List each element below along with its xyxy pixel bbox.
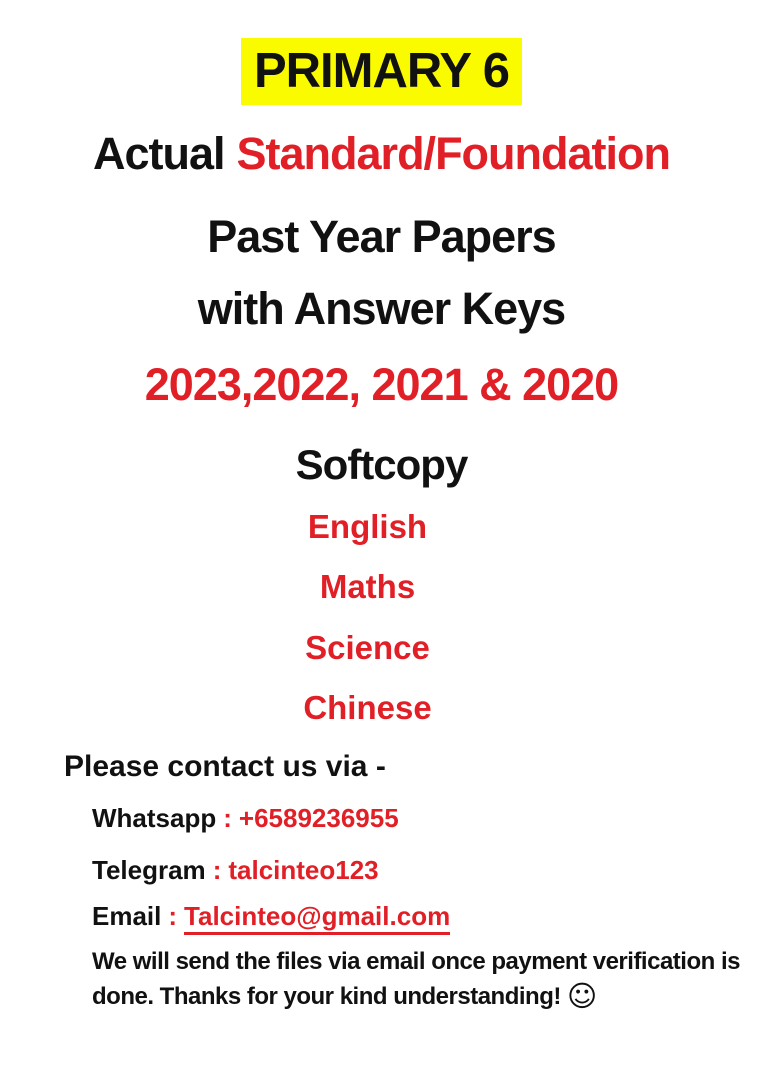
contact-separator: :	[212, 855, 222, 885]
contact-heading: Please contact us via -	[64, 750, 386, 783]
contact-telegram-value: talcinteo123	[228, 855, 379, 885]
headline-softcopy: Softcopy	[295, 441, 468, 488]
payment-note-line1: We will send the files via email once payment verification is	[92, 948, 740, 975]
payment-note-line2: done. Thanks for your kind understanding!	[92, 983, 561, 1010]
subject-science: Science	[305, 629, 430, 666]
primary-6-highlighted-title: PRIMARY 6	[241, 38, 522, 105]
headline-years: 2023,2022, 2021 & 2020	[144, 359, 619, 410]
payment-note	[92, 944, 752, 1014]
contact-email-label: Email	[92, 901, 162, 931]
contact-whatsapp-value: +6589236955	[238, 803, 399, 833]
subject-chinese: Chinese	[303, 689, 432, 726]
contact-whatsapp-row	[92, 801, 399, 835]
headline-past-year-papers: Past Year Papers	[207, 211, 556, 262]
contact-separator: :	[168, 901, 178, 931]
contact-telegram-label: Telegram	[92, 855, 206, 885]
contact-whatsapp-label: Whatsapp	[92, 803, 217, 833]
headline-with-answer-keys: with Answer Keys	[197, 283, 566, 334]
headline-actual-standard-foundation	[0, 128, 763, 180]
contact-email-value: Talcinteo@gmail.com	[184, 901, 450, 935]
subject-maths: Maths	[319, 568, 416, 605]
subject-english: English	[307, 508, 428, 545]
contact-email-row	[92, 899, 450, 933]
smiley-emoji: ☺	[567, 979, 597, 1013]
title-row	[0, 38, 763, 105]
contact-separator: :	[223, 803, 232, 833]
headline-actual-text: Actual	[93, 128, 225, 179]
headline-standard-foundation-text: Standard/Foundation	[236, 128, 670, 179]
contact-telegram-row	[92, 853, 379, 887]
